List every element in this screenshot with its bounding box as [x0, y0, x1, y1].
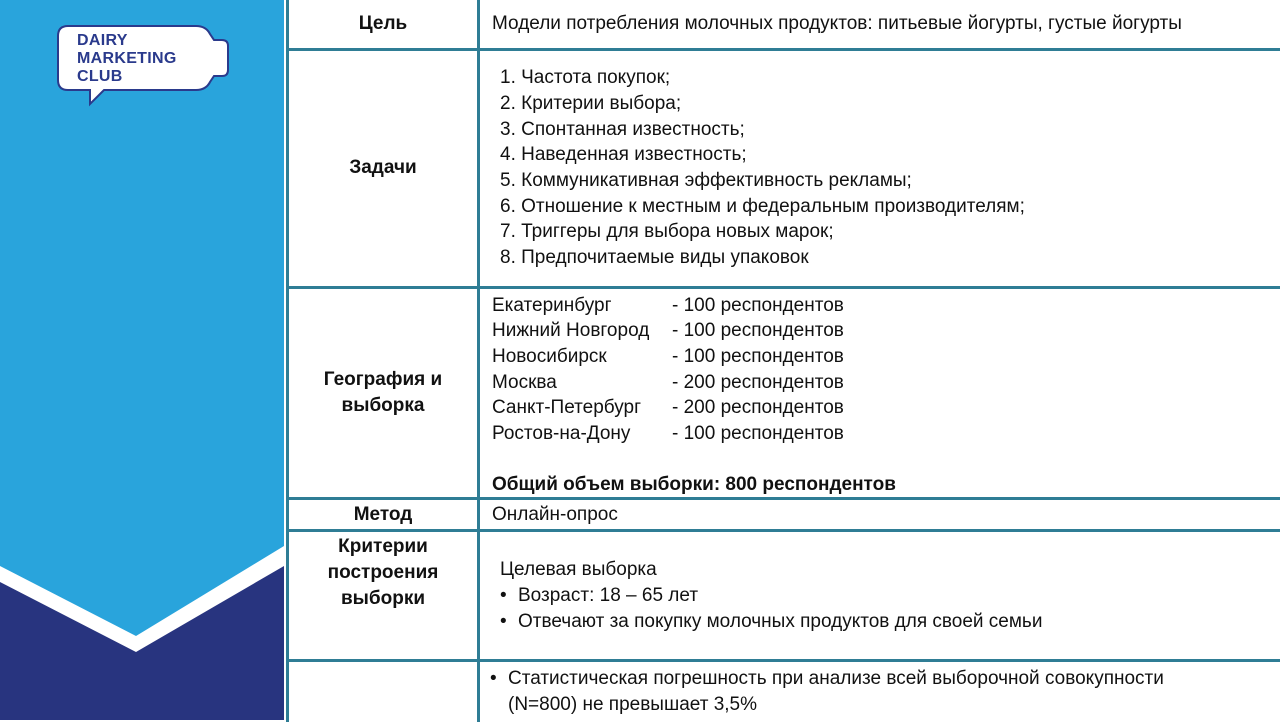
criteria-heading: Целевая выборка	[500, 557, 1280, 583]
respondent-count: - 200 респондентов	[672, 370, 844, 396]
list-item: 8. Предпочитаемые виды упаковок	[500, 245, 1280, 271]
list-item: 7. Триггеры для выбора новых марок;	[500, 219, 1280, 245]
geography-label	[288, 287, 479, 499]
list-item: 5. Коммуникативная эффективность рекламы;	[500, 168, 1280, 194]
table-row-tasks	[288, 49, 1280, 287]
list-item	[492, 293, 1280, 319]
respondent-count: - 200 респондентов	[672, 395, 844, 421]
criteria-label	[288, 531, 479, 661]
criteria-value-cell	[479, 531, 1280, 661]
city-name: Екатеринбург	[492, 293, 672, 319]
note-text	[508, 666, 1164, 717]
list-item: 4. Наведенная известность;	[500, 142, 1280, 168]
criteria-bullet-text: Возраст: 18 – 65 лет	[518, 583, 698, 609]
logo-line-1: DAIRY	[77, 32, 128, 49]
bullet-icon: •	[500, 583, 518, 609]
method-label: Метод	[288, 499, 479, 531]
city-name: Ростов-на-Дону	[492, 421, 672, 447]
list-item	[492, 318, 1280, 344]
table-row-method	[288, 499, 1280, 531]
criteria-bullets	[500, 583, 1280, 634]
list-item	[490, 666, 1280, 717]
method-value-cell	[479, 499, 1280, 531]
criteria-bullet-text: Отвечают за покупку молочных продуктов для своей семьи	[518, 609, 1042, 635]
geography-label-line-1: География и	[324, 367, 442, 393]
note-line-1: Статистическая погрешность при анализе всей выборочной совокупности	[508, 668, 1164, 689]
list-item	[500, 609, 1280, 635]
city-name: Нижний Новгород	[492, 318, 672, 344]
criteria-label-line-3: выборки	[341, 586, 425, 612]
note-label	[288, 661, 479, 722]
respondent-count: - 100 респондентов	[672, 421, 844, 447]
table-row-goal	[288, 0, 1280, 49]
table-row-note	[288, 661, 1280, 722]
goal-value: Модели потребления молочных продуктов: питьевые йогурты, густые йогурты	[488, 13, 1182, 34]
note-value-cell	[479, 661, 1280, 722]
sidebar-background	[0, 0, 284, 720]
city-name: Новосибирск	[492, 344, 672, 370]
list-item	[492, 421, 1280, 447]
goal-value-cell	[479, 0, 1280, 49]
list-item	[500, 583, 1280, 609]
list-item: 1. Частота покупок;	[500, 65, 1280, 91]
logo-line-3: CLUB	[77, 68, 123, 85]
criteria-label-line-1: Критерии	[338, 534, 428, 560]
respondent-count: - 100 респондентов	[672, 318, 844, 344]
respondent-count: - 100 респондентов	[672, 344, 844, 370]
tasks-list	[488, 65, 1280, 271]
research-spec-table	[286, 0, 1280, 722]
geography-list	[488, 293, 1280, 498]
city-name: Санкт-Петербург	[492, 395, 672, 421]
list-item: 3. Спонтанная известность;	[500, 117, 1280, 143]
table-row-geography	[288, 287, 1280, 499]
table-row-criteria	[288, 531, 1280, 661]
geography-value-cell	[479, 287, 1280, 499]
tasks-value-cell	[479, 49, 1280, 287]
tasks-label: Задачи	[288, 49, 479, 287]
criteria-label-line-2: построения	[328, 560, 439, 586]
geography-label-line-2: выборка	[342, 393, 425, 419]
sidebar-decoration	[0, 0, 284, 720]
logo-line-2: MARKETING	[77, 50, 177, 67]
method-value: Онлайн-опрос	[488, 504, 618, 525]
sample-total: Общий объем выборки: 800 респондентов	[492, 472, 1280, 498]
list-item	[492, 370, 1280, 396]
list-item	[492, 395, 1280, 421]
criteria-content	[488, 557, 1280, 634]
note-content	[488, 666, 1280, 717]
list-item	[492, 344, 1280, 370]
goal-label: Цель	[288, 0, 479, 49]
list-item: 2. Критерии выбора;	[500, 91, 1280, 117]
respondent-count: - 100 респондентов	[672, 293, 844, 319]
city-name: Москва	[492, 370, 672, 396]
list-item: 6. Отношение к местным и федеральным производителям;	[500, 194, 1280, 220]
bullet-icon: •	[490, 666, 508, 717]
note-line-2: (N=800) не превышает 3,5%	[508, 694, 757, 715]
bullet-icon: •	[500, 609, 518, 635]
